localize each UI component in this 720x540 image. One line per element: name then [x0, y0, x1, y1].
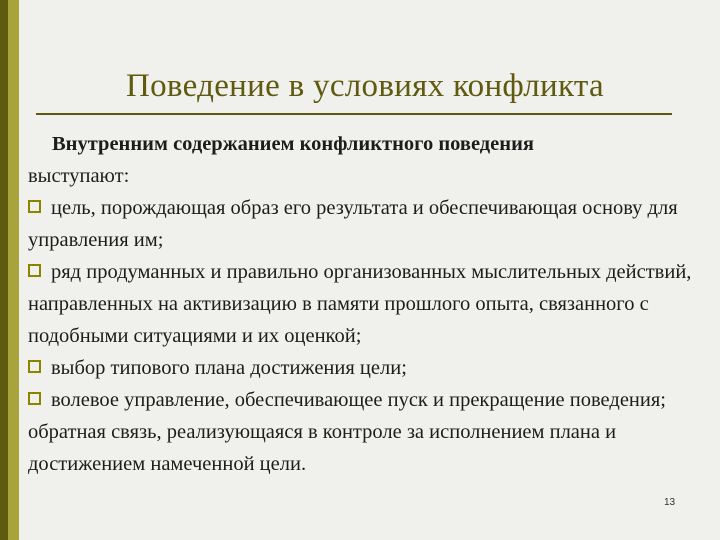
- bullet-text: цель, порождающая образ его результата и обеспечивающая основу для управления им;: [28, 197, 678, 251]
- square-bullet-icon: [28, 200, 41, 213]
- left-accent-bar-dark: [0, 0, 8, 540]
- page-number: 13: [664, 497, 676, 508]
- bullet-text: выбор типового плана достижения цели;: [51, 357, 407, 379]
- bullet-item: [28, 384, 708, 480]
- square-bullet-icon: [28, 392, 41, 405]
- intro-bold-text: Внутренним содержанием конфликтного поведения: [52, 133, 534, 155]
- bullet-item: [28, 352, 708, 384]
- intro-rest-text: выступают:: [28, 165, 130, 187]
- bullet-item: [28, 192, 708, 256]
- bullet-text: волевое управление, обеспечивающее пуск и прекращение поведения; обратная связь, реализующаяся в контроле за исполнением плана и достижением намеченной цели.: [28, 389, 666, 475]
- slide-title: Поведение в условиях конфликта: [126, 68, 604, 104]
- square-bullet-icon: [28, 264, 41, 277]
- left-accent-bar-light: [8, 0, 19, 540]
- bullet-text: ряд продуманных и правильно организованных мыслительных действий, направленных на активизацию в памяти прошлого опыта, связанного с подобными ситуациями и их оценкой;: [28, 261, 692, 347]
- intro-paragraph: [28, 128, 708, 192]
- square-bullet-icon: [28, 360, 41, 373]
- title-divider: [36, 113, 672, 115]
- bullet-item: [28, 256, 708, 352]
- slide-body: [28, 128, 708, 480]
